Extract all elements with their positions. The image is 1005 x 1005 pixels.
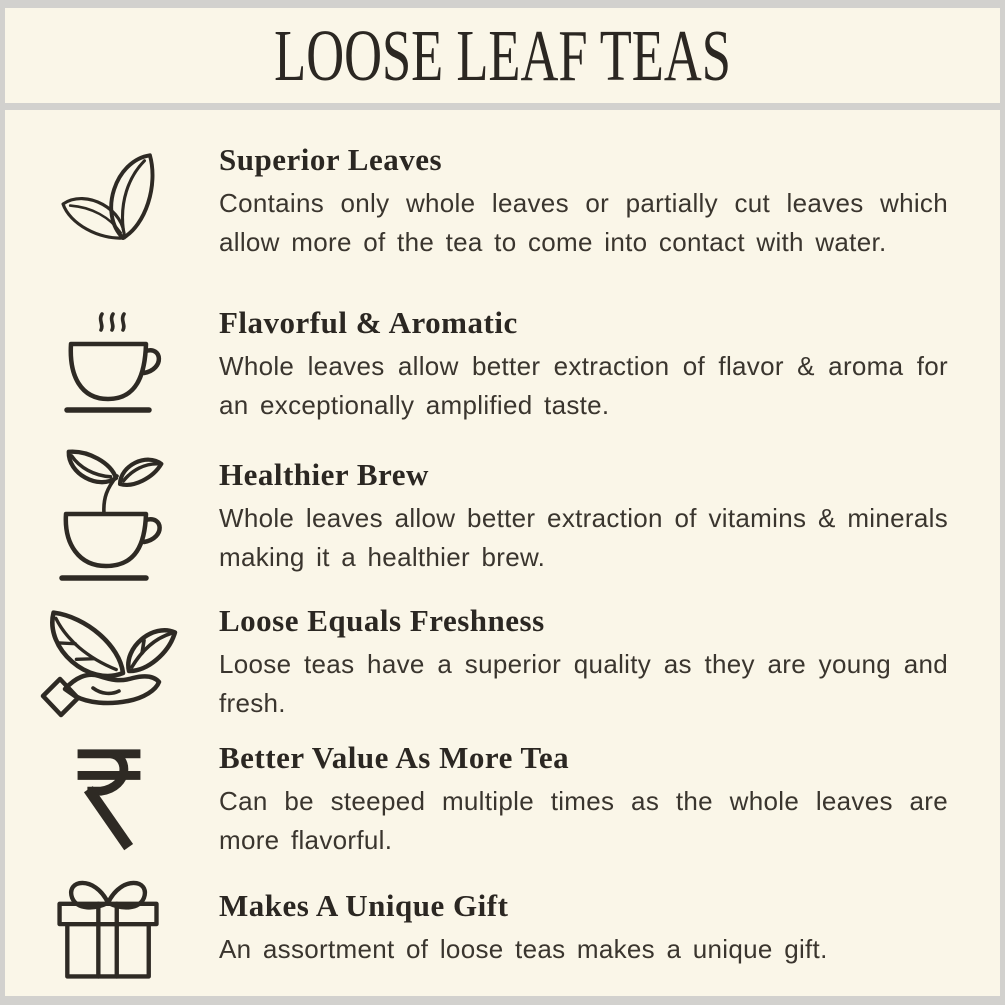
section-superior-leaves [33,114,948,290]
section-title: Healthier Brew [219,456,429,492]
section-title: Flavorful & Aromatic [219,305,518,340]
section-description: Loose teas have a superior quality as they are young and fresh. [219,649,948,718]
section-healthier-brew [33,440,948,593]
section-description: Whole leaves allow better extraction of flavor & aroma for an exceptionally amplified taste. [219,351,948,420]
sections-list [5,110,1000,996]
section-title: Superior Leaves [219,142,443,177]
section-description: Whole leaves allow better extraction of vitamins & minerals making it a healthier brew. [219,502,948,572]
section-better-value [33,733,948,867]
section-description: Contains only whole leaves or partially cut leaves which allow more of the tea to come into contact with water. [219,188,948,257]
section-loose-equals-freshness [33,593,948,733]
leaves-icon [48,141,170,263]
hand-holding-leaves-icon [35,599,183,727]
section-title: Better Value As More Tea [219,740,570,775]
section-title: Loose Equals Freshness [219,603,545,638]
section-description: An assortment of loose teas makes a unique gift. [219,933,828,964]
page-title: LOOSE LEAF TEAS [274,14,731,96]
rupee-icon [67,745,151,855]
section-unique-gift [33,867,948,989]
gift-box-icon [46,872,172,984]
steaming-teacup-icon [49,306,169,424]
section-title: Makes A Unique Gift [219,887,509,923]
sprouting-teacup-icon [46,448,172,586]
section-description: Can be steeped multiple times as the whole leaves are more flavorful. [219,786,948,855]
section-flavorful-aromatic [33,290,948,440]
header-band [5,8,1000,110]
